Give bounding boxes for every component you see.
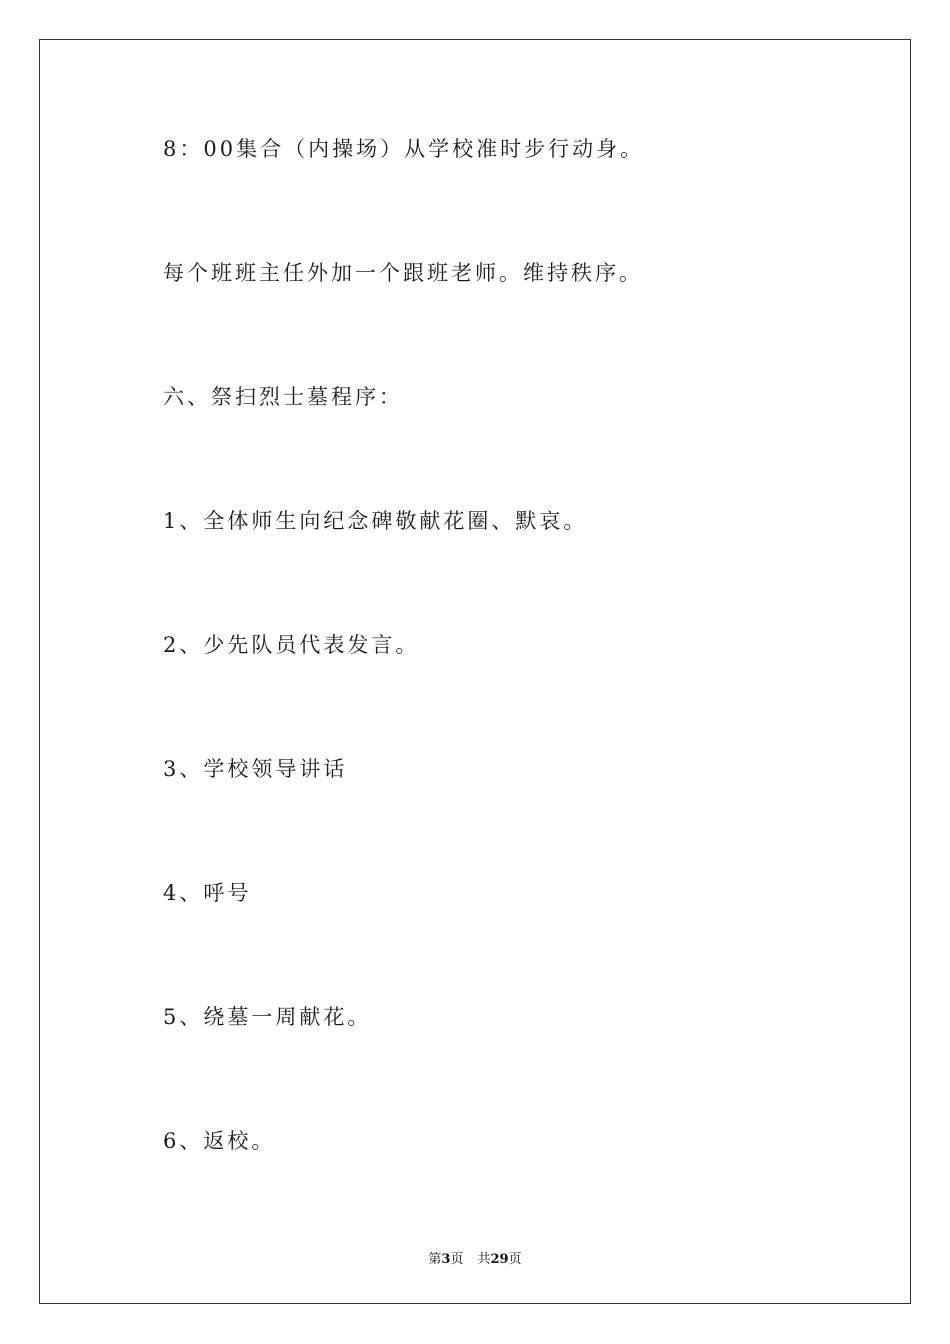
page-border	[39, 39, 911, 1304]
list-item-speech: 2、少先队员代表发言。	[163, 633, 420, 657]
footer-page-number: 3	[441, 1252, 451, 1267]
section-heading-procedure: 六、祭扫烈士墓程序：	[163, 385, 403, 409]
footer-total-prefix: 共	[477, 1252, 491, 1267]
text-line-teachers: 每个班班主任外加一个跟班老师。维持秩序。	[163, 261, 643, 285]
list-item-leader-talk: 3、学校领导讲话	[163, 757, 348, 781]
text-line-assembly-time: 8：00集合（内操场）从学校准时步行动身。	[163, 137, 645, 161]
footer-page-suffix: 页	[450, 1252, 464, 1267]
list-item-slogan: 4、呼号	[163, 881, 252, 905]
page-footer	[0, 1248, 950, 1267]
list-item-wreath: 1、全体师生向纪念碑敬献花圈、默哀。	[163, 509, 588, 533]
list-item-return: 6、返校。	[163, 1129, 276, 1153]
footer-total-suffix: 页	[508, 1252, 522, 1267]
footer-page-prefix: 第	[428, 1252, 442, 1267]
list-item-flowers: 5、绕墓一周献花。	[163, 1005, 372, 1029]
footer-total-pages: 29	[490, 1252, 509, 1267]
